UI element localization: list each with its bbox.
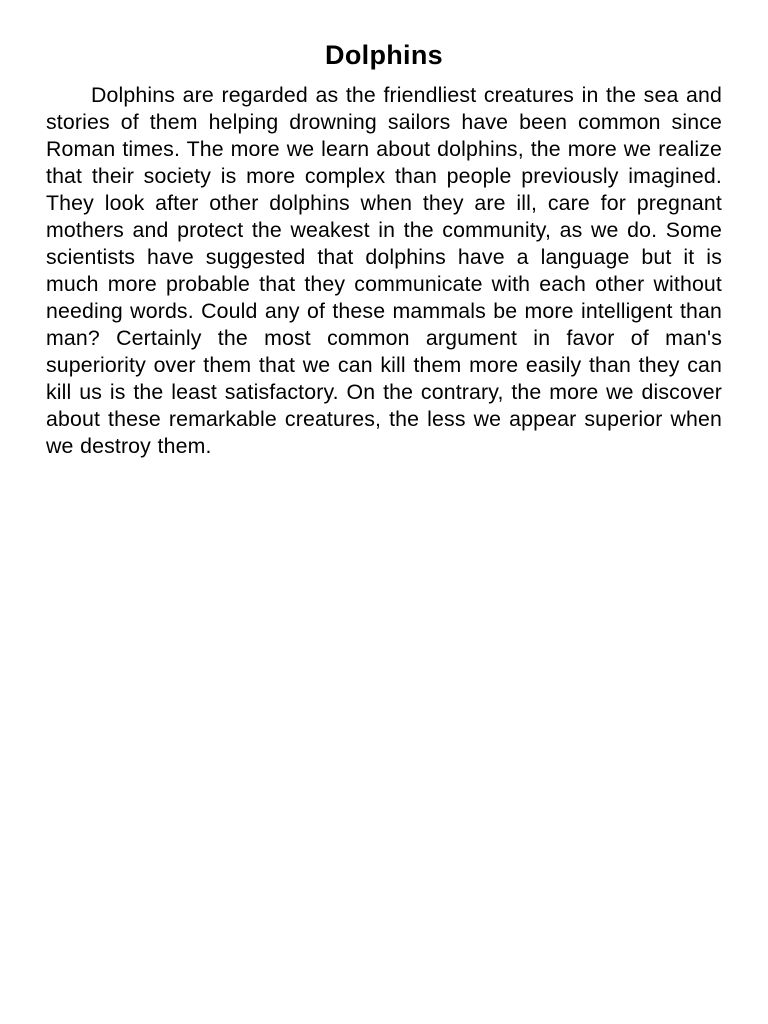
document-page — [46, 38, 722, 460]
body-paragraph: Dolphins are regarded as the friendliest creatures in the sea and stories of them helping drowning sailors have been common since Roman times. The more we learn about dolphins, the more we realize that their society is more complex than people previously imagined. They look after other dolphins when they are ill, care for pregnant mothers and protect the weakest in the community, as we do. Some scientists have suggested that dolphins have a language but it is much more probable that they communicate with each other without needing words. Could any of these mammals be more intelligent than man? Certainly the most common argument in favor of man's superiority over them that we can kill them more easily than they can kill us is the least satisfactory. On the contrary, the more we discover about these remarkable creatures, the less we appear superior when we destroy them. — [46, 83, 722, 458]
document-title: Dolphins — [325, 40, 443, 70]
